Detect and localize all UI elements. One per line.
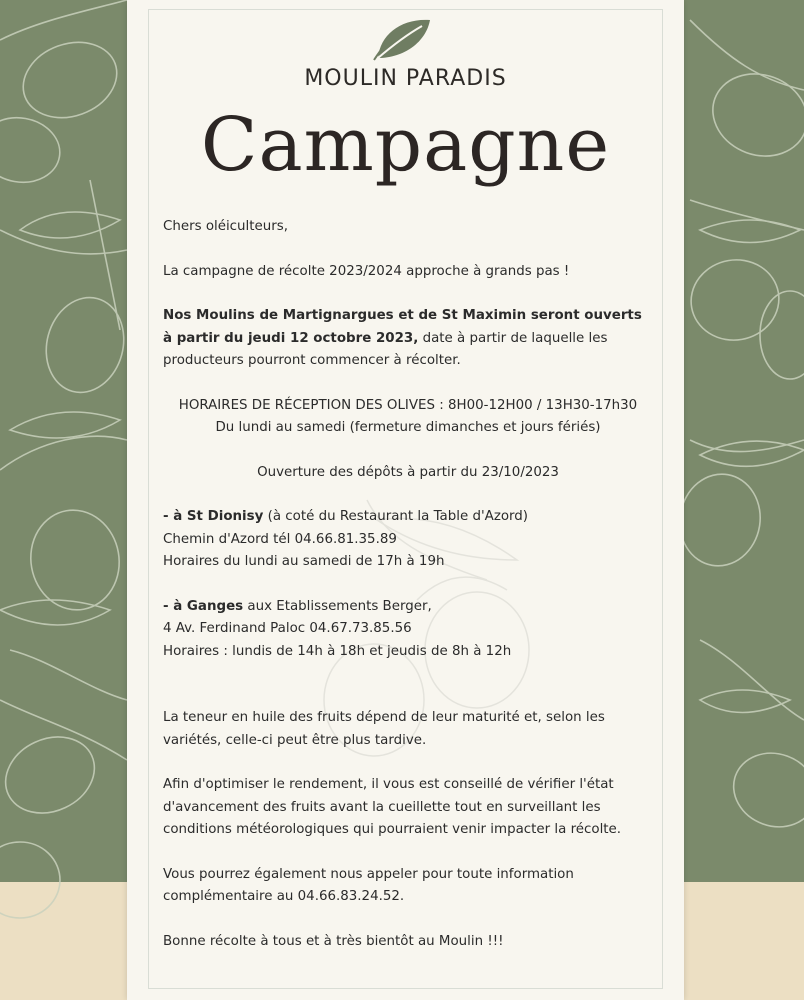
letter-card — [127, 0, 684, 1000]
depot-st-dionisy — [163, 506, 653, 574]
advice-paragraph: Afin d'optimiser le rendement, il vous est conseillé de vérifier l'état d'avancement des fruits avant la cueillette tout en surveillant les conditions météorologiques qui pourraient venir impacter la récolte. — [163, 777, 622, 837]
depot2-address: 4 Av. Ferdinand Paloc 04.67.73.85.56 — [163, 621, 412, 636]
opening-rest: date à partir de laquelle les producteurs pourront commencer à récolter. — [163, 330, 608, 368]
hours-line-1: HORAIRES DE RÉCEPTION DES OLIVES : 8H00-12H00 / 13H30-17h30 — [178, 397, 638, 413]
depot2-name: - à Ganges — [163, 598, 244, 614]
contact-paragraph: Vous pourrez également nous appeler pour toute information complémentaire au 04.66.83.24.52. — [163, 866, 574, 904]
closing-line: Bonne récolte à tous et à très bientôt au Moulin !!! — [163, 933, 504, 949]
opening-paragraph — [163, 305, 653, 373]
leaf-icon — [372, 14, 434, 62]
letter-body — [163, 216, 653, 975]
greeting: Chers oléiculteurs, — [163, 219, 288, 234]
page-title: Campagne — [200, 102, 611, 188]
depot1-hours: Horaires du lundi au samedi de 17h à 19h — [163, 554, 445, 569]
depot2-location: aux Etablissements Berger, — [243, 598, 432, 614]
depot-ganges — [163, 596, 653, 664]
hours-line-2: Du lundi au samedi (fermeture dimanches et jours fériés) — [215, 420, 601, 435]
intro-paragraph: La campagne de récolte 2023/2024 approche à grands pas ! — [163, 263, 570, 279]
depot1-name: - à St Dionisy — [163, 509, 264, 524]
depot1-address: Chemin d'Azord tél 04.66.81.35.89 — [163, 531, 397, 547]
depot2-line1 — [163, 596, 653, 619]
opening-date-bold: Nos Moulins de Martignargues et de St Maximin seront ouverts à partir du jeudi 12 octobre 2023, — [163, 308, 642, 346]
oil-content-paragraph: La teneur en huile des fruits dépend de leur maturité et, selon les variétés, celle-ci peut être plus tardive. — [163, 710, 605, 748]
depot1-location: (à coté du Restaurant la Table d'Azord) — [263, 509, 529, 524]
depot1-line1 — [163, 506, 653, 529]
brand-name: MOULIN PARADIS — [304, 66, 507, 91]
depots-heading: Ouverture des dépôts à partir du 23/10/2023 — [257, 464, 559, 480]
depot2-hours: Horaires : lundis de 14h à 18h et jeudis de 8h à 12h — [163, 643, 512, 659]
